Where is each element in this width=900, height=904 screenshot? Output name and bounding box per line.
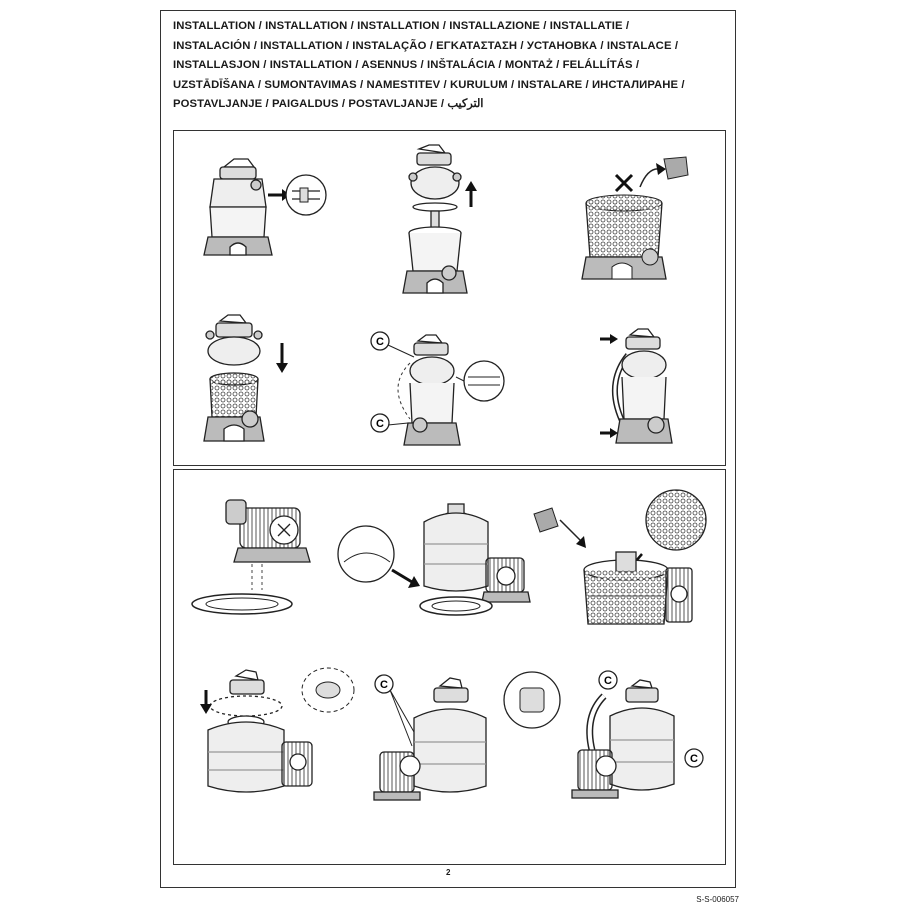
heading-line: INSTALLASJON / INSTALLATION / ASENNUS / INŠTALÁCIA / MONTAŻ / FELÁLLÍTÁS /: [173, 59, 640, 72]
document-code: S-S-006057: [696, 895, 739, 904]
pump-mount-step-illustration: [182, 494, 332, 624]
page-heading: [173, 17, 728, 115]
heading-line: POSTAVLJANJE / PAIGALDUS / POSTAVLJANJE / التركيب: [173, 98, 484, 111]
step-6-illustration: [594, 325, 684, 455]
callout-c: C: [376, 418, 384, 430]
callout-c: C: [690, 753, 698, 765]
hose-connect-step-illustration: [370, 666, 570, 816]
page-number: 2: [446, 868, 451, 877]
small-filter-steps-panel: [173, 130, 726, 466]
callout-c: C: [380, 679, 388, 691]
heading-line: INSTALLATION / INSTALLATION / INSTALLATION / INSTALLAZIONE / INSTALLATIE /: [173, 20, 630, 32]
step-3-illustration: [582, 157, 692, 287]
step-4-illustration: [202, 313, 302, 458]
final-assembly-step-illustration: [570, 666, 720, 816]
callout-c: C: [604, 675, 612, 687]
callout-c: C: [376, 336, 384, 348]
instruction-page: [160, 10, 739, 904]
sand-fill-step-illustration: [530, 486, 710, 636]
heading-line: INSTALACIÓN / INSTALLATION / INSTALAÇÃO / ΕΓΚΑΤΑΣΤΑΣΗ / УСТАНОВКА / INSTALACE /: [173, 39, 679, 52]
tank-mount-step-illustration: [336, 500, 536, 635]
valve-mount-step-illustration: [186, 666, 356, 806]
large-filter-steps-panel: [173, 469, 726, 865]
heading-line: UZSTĀDĪŠANA / SUMONTAVIMAS / NAMESTITEV / KURULUM / INSTALARE / ИНСТАЛИРАНЕ /: [173, 78, 685, 91]
step-1-illustration: [196, 155, 326, 270]
step-5-illustration: [366, 327, 506, 457]
step-2-illustration: [399, 145, 489, 305]
